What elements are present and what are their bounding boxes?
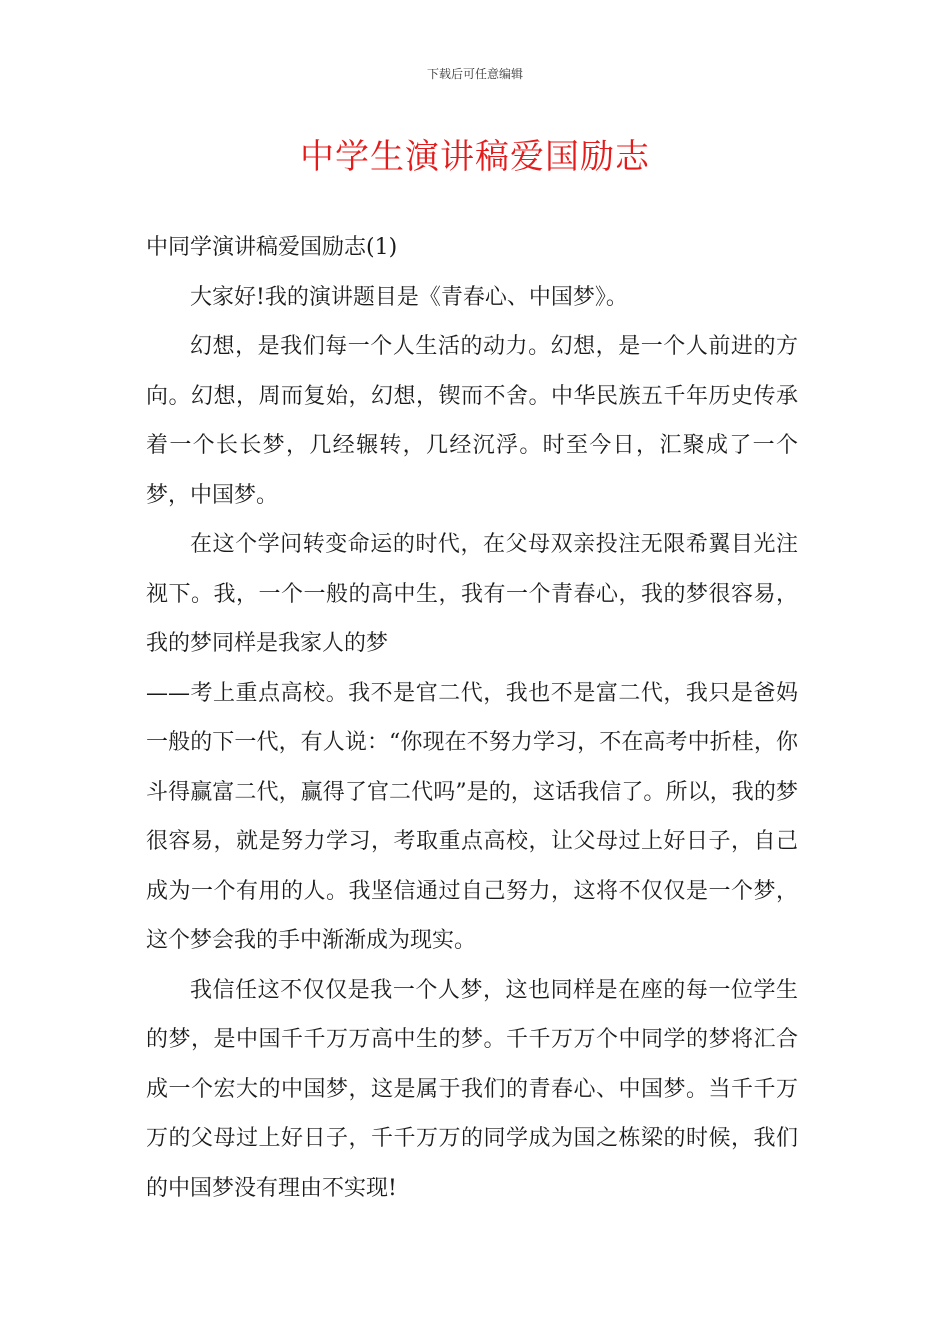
paragraph-greeting: 大家好!我的演讲题目是《青春心、中国梦》。 (190, 284, 628, 310)
paragraph-personal-dream: 在这个学问转变命运的时代，在父母双亲投注无限希翼目光注视下。我，一个一般的高中生，我有一个青春心，我的梦很容易，我的梦同样是我家人的梦 (146, 532, 798, 656)
document-title: 中学生演讲稿爱国励志 (300, 137, 650, 177)
paragraph-university-goal: ——考上重点高校。我不是官二代，我也不是富二代，我只是爸妈一般的下一代，有人说：“你现在不努力学习，不在高考中折桂，你斗得赢富二代，赢得了官二代吗”是的，这话我信了。所以，我的梦很容易，就是努力学习，考取重点高校，让父母过上好日子，自己成为一个有用的人。我坚信通过自己努力，这将不仅仅是一个梦，这个梦会我的手中渐渐成为现实。 (146, 680, 798, 953)
document-subheading: 中同学演讲稿爱国励志(1) (146, 235, 398, 260)
page-header-note: 下载后可任意编辑 (426, 67, 523, 81)
document-body (146, 223, 798, 1213)
paragraph-dream-motivation: 幻想，是我们每一个人生活的动力。幻想，是一个人前进的方向。幻想，周而复始，幻想，锲而不舍。中华民族五千年历史传承着一个长长梦，几经辗转，几经沉浮。时至今日，汇聚成了一个梦，中国梦。 (146, 334, 798, 508)
paragraph-china-dream: 我信任这不仅仅是我一个人梦，这也同样是在座的每一位学生的梦，是中国千千万万高中生的梦。千千万万个中同学的梦将汇合成一个宏大的中国梦，这是属于我们的青春心、中国梦。当千千万万的父母过上好日子，千千万万的同学成为国之栋梁的时候，我们的中国梦没有理由不实现! (146, 977, 798, 1201)
